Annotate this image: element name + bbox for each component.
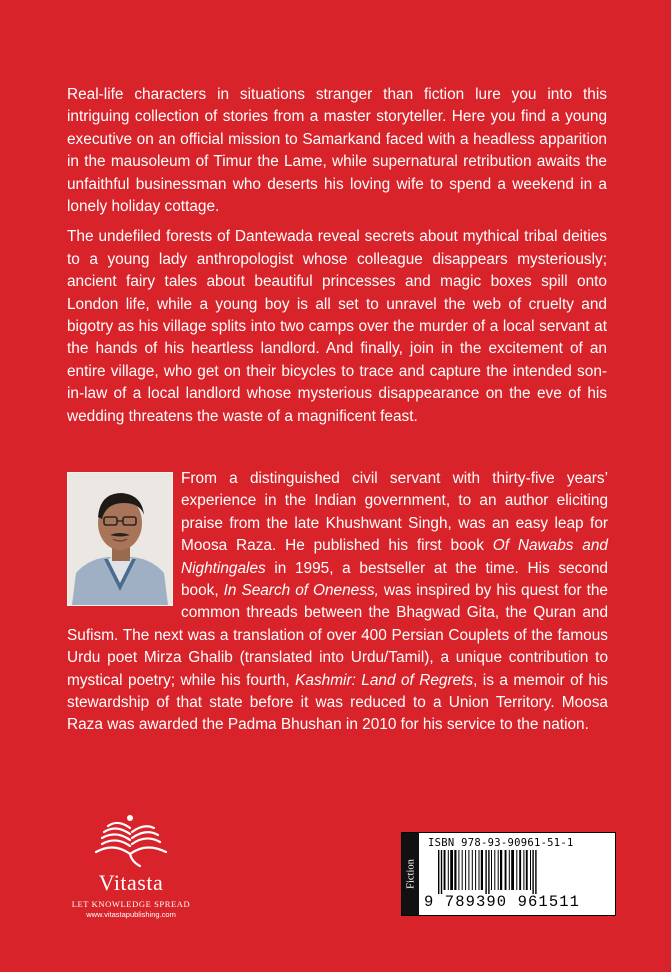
barcode-bar	[485, 850, 486, 894]
author-portrait-illustration	[68, 473, 172, 605]
barcode-bar	[532, 850, 533, 894]
barcode-bar	[519, 850, 521, 890]
barcode-bar	[444, 850, 446, 890]
blurb-paragraph-2: The undefiled forests of Dantewada reveal secrets about mythical tribal deities to a young lady anthropologist whose colleague disappears mysteriously; ancient fairy tales about beautiful princesses and magic boxes spill onto London life, while a young boy is all set to unravel the web of cruelty and bigotry as his village splits into two camps over the murder of a local servant at the hands of his heartless landlord. And finally, join in the excitement of an entire village, who get on their bicycles to trace and capture the intended son-in-law of a local landlord whose mysterious disappearance on the eve of his wedding threatens the waste of a magnificent feast.	[67, 228, 607, 425]
barcode-bar	[450, 850, 453, 890]
book-title-3: Kashmir: Land of Regrets	[295, 671, 474, 689]
barcode-bar	[509, 850, 510, 890]
genre-strip	[402, 833, 419, 915]
barcode-bar	[441, 850, 442, 894]
barcode-bar	[488, 850, 489, 894]
publisher-url: www.vitastapublishing.com	[86, 910, 176, 919]
author-bio	[67, 468, 608, 737]
bio-text-part-2: in 1995, a bestseller at the time. His second book,	[181, 559, 608, 600]
barcode-bar	[511, 850, 514, 890]
barcode-bar	[491, 850, 492, 890]
barcode-bar	[530, 850, 531, 890]
bio-text-part-1: From a distinguished civil servant with thirty-five years’ experience in the Indian government, to an author eliciting praise from the late Khushwant Singh, was an easy leap for Moosa Raza. He published his first book	[181, 470, 608, 555]
barcode-bar	[535, 850, 536, 894]
barcode-bar	[498, 850, 499, 890]
barcode-bar	[448, 850, 449, 890]
book-title-1: Of Nawabs and Nightingales	[181, 537, 608, 577]
author-photo	[67, 472, 173, 606]
barcode-bar	[500, 850, 502, 890]
barcode-bar	[481, 850, 483, 890]
barcode-bar	[516, 850, 517, 890]
barcode-bar	[458, 850, 459, 890]
barcode-bars	[424, 850, 612, 894]
isbn-label: ISBN 978-93-90961-51-1	[428, 837, 574, 849]
publisher-logo	[66, 810, 196, 919]
book-title-2: In Search of Oneness,	[223, 582, 379, 600]
barcode-bar	[465, 850, 466, 890]
barcode-bar	[526, 850, 528, 890]
publisher-tagline: LET KNOWLEDGE SPREAD	[71, 899, 191, 909]
barcode-bar	[468, 850, 469, 890]
blurb-paragraph-1: Real-life characters in situations stranger than fiction lure you into this intriguing collection of stories from a master storyteller. Here you find a young executive on an official mission to Samarkand faced with a headless apparition in the mausoleum of Timur the Lame, while supernatural retribution awaits the unfaithful businessman who deserts his loving wife to spend a weekend in a lonely holiday cottage.	[67, 86, 607, 216]
bio-text-part-3: was inspired by his quest for the common threads between the Bhagwad Gita, the Quran and Sufism. The next was a translation of over 400 Persian Couplets of the famous Urdu poet Mirza Ghalib (translated into Urdu/Tamil), a unique contribution to mystical poetry; while his fourth,	[67, 582, 608, 689]
ean-digits: 9 789390 961511	[424, 893, 581, 911]
barcode-bar	[523, 850, 524, 890]
open-book-icon	[94, 810, 168, 868]
barcode-bar	[462, 850, 463, 890]
barcode-bar	[479, 850, 480, 890]
barcode-bar	[438, 850, 439, 894]
bio-text-part-4: , is a memoir of his stewardship of that state before it was reduced to a Union Territory. Moosa Raza was awarded the Padma Bhushan in 2010 for his service to the nation.	[67, 671, 608, 734]
barcode-bar	[494, 850, 495, 890]
back-cover-blurb	[67, 84, 607, 436]
barcode-bar	[475, 850, 476, 890]
barcode-bar	[472, 850, 473, 890]
genre-label: Fiction	[405, 859, 416, 889]
isbn-barcode	[401, 832, 616, 916]
barcode-bar	[454, 850, 456, 890]
publisher-name: Vitasta	[98, 870, 164, 895]
barcode-bar	[505, 850, 507, 890]
